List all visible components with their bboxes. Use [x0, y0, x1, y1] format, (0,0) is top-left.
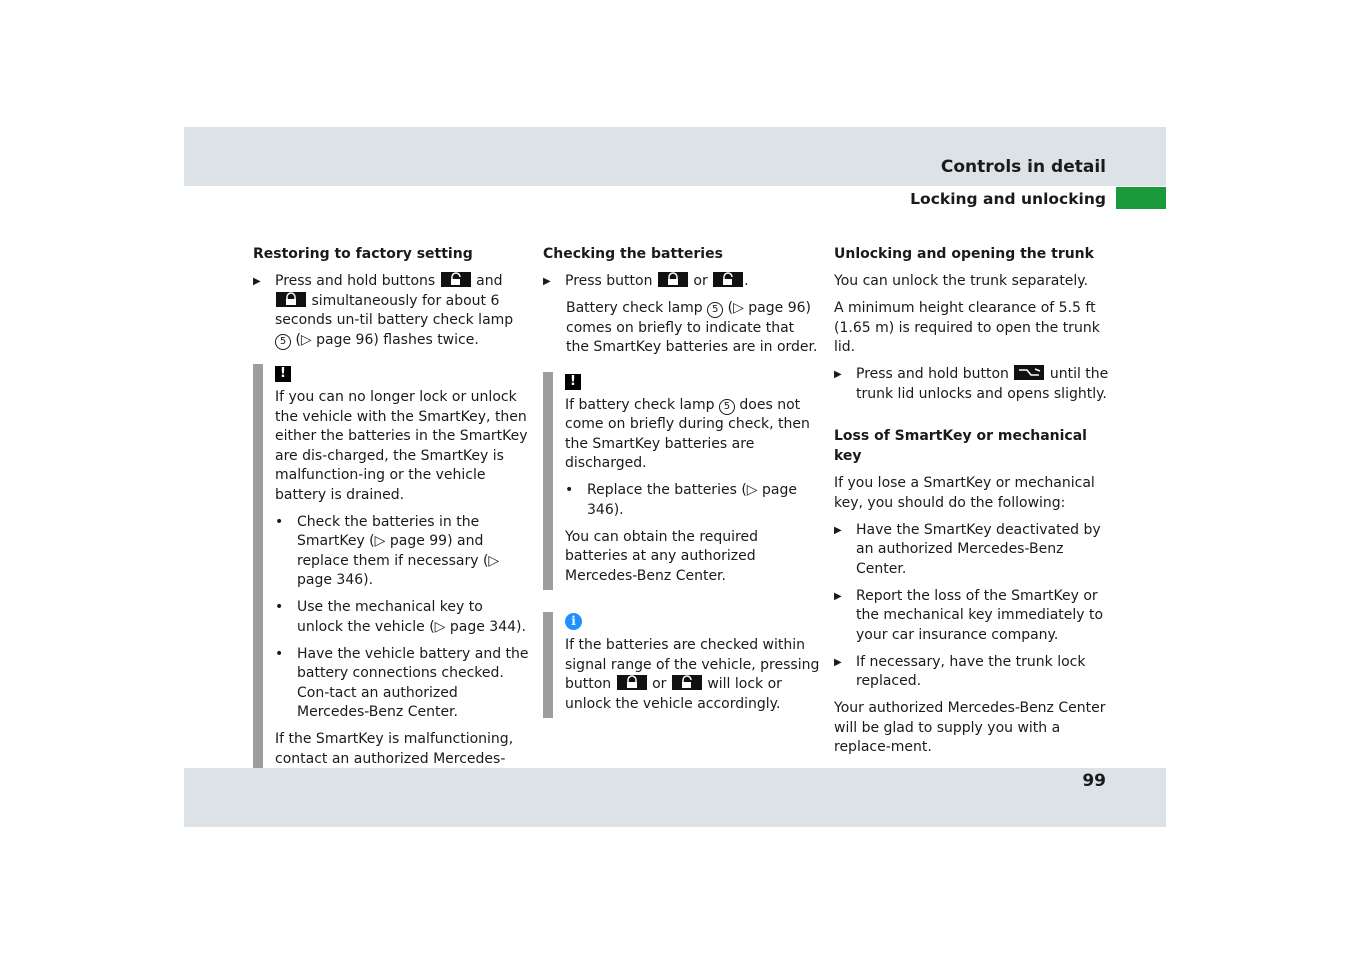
note-bar [543, 372, 553, 591]
lamp-number: 5 [719, 399, 735, 415]
step-trunk: ▶ Press and hold button until the trunk lid unlocks and opens slightly. [834, 366, 1109, 402]
warning-text: If battery check lamp 5 does not come on briefly during check, then the SmartKey batteries are discharged. [565, 396, 810, 471]
lock-key-icon [276, 292, 306, 307]
heading-restoring: Restoring to factory setting [253, 246, 473, 262]
trunk-text-2: A minimum height clearance of 5.5 ft (1.65 m) is required to open the trunk lid. [834, 300, 1100, 355]
trunk-text-1: You can unlock the trunk separately. [834, 273, 1089, 289]
page-number: 99 [1082, 771, 1106, 791]
info-note [543, 612, 821, 718]
warning-text: If you can no longer lock or unlock the vehicle with the SmartKey, then either the batteries in the SmartKey are dis-charged, the SmartKey is malfunction-ing or the vehicle battery is drained. [275, 389, 528, 503]
info-text: If the batteries are checked within signal range of the vehicle, pressing button or will lock or unlock the vehicle accordingly. [565, 637, 820, 712]
step-arrow-icon: ▶ [834, 656, 842, 668]
list-item: • Have the vehicle battery and the battery connections checked. Con-tact an authorized Mercedes-Benz Center. [275, 645, 529, 720]
heading-trunk: Unlocking and opening the trunk [834, 246, 1094, 262]
trunk-key-icon [1014, 365, 1044, 380]
step-arrow-icon: ▶ [543, 276, 551, 287]
warning-footer: You can obtain the required batteries at any authorized Mercedes-Benz Center. [565, 528, 758, 584]
column-batteries [543, 244, 821, 740]
footer-band [184, 768, 1166, 827]
note-bar [253, 364, 263, 793]
lock-key-icon [617, 675, 647, 690]
step-report: ▶ Report the loss of the SmartKey or the mechanical key immediately to your car insurance company. [834, 587, 1104, 643]
note-bar [543, 612, 553, 718]
unlock-key-icon [672, 675, 702, 690]
step-arrow-icon: ▶ [834, 524, 842, 536]
step-restore: ▶ Press and hold buttons and simultaneously for about 6 seconds un-til battery check lamp 5 (▷ page 96) flashes twice. [253, 273, 514, 348]
step-arrow-icon: ▶ [834, 369, 842, 380]
lamp-number: 5 [707, 302, 723, 318]
column-restoring [253, 244, 531, 815]
unlock-key-icon [713, 272, 743, 287]
list-item: • Use the mechanical key to unlock the vehicle (▷ page 344). [275, 599, 526, 635]
step-arrow-icon: ▶ [253, 276, 261, 287]
heading-loss: Loss of SmartKey or mechanical key [834, 428, 1087, 464]
section-tab-marker [1116, 187, 1166, 209]
warning-footer: If the SmartKey is malfunctioning, contact an authorized Mercedes- [275, 731, 514, 767]
step-deactivate: ▶ Have the SmartKey deactivated by an authorized Mercedes-Benz Center. [834, 521, 1101, 577]
replacement-text: Your authorized Mercedes-Benz Center will be glad to supply you with a replace-ment. [834, 700, 1106, 755]
list-item: • Check the batteries in the SmartKey (▷ page 99) and replace them if necessary (▷ page 346). [275, 513, 500, 588]
warning-icon: ! [275, 366, 291, 382]
lock-key-icon [658, 272, 688, 287]
chapter-title: Controls in detail [940, 157, 1106, 177]
info-icon: i [565, 613, 582, 630]
warning-note [543, 372, 821, 591]
step-arrow-icon: ▶ [834, 590, 842, 602]
warning-note [253, 364, 531, 793]
list-item: • Replace the batteries (▷ page 346). [565, 482, 797, 518]
step-press-button: ▶ Press button or . [543, 272, 821, 292]
battery-lamp-text: Battery check lamp 5 (▷ page 96) comes on briefly to indicate that the SmartKey batteries are in order. [566, 300, 818, 355]
section-title: Locking and unlocking [910, 190, 1106, 208]
loss-text: If you lose a SmartKey or mechanical key, you should do the following: [834, 475, 1095, 511]
step-replace-lock: ▶ If necessary, have the trunk lock replaced. [834, 653, 1086, 689]
heading-batteries: Checking the batteries [543, 246, 723, 262]
warning-icon: ! [565, 374, 581, 390]
column-trunk [834, 244, 1109, 765]
unlock-key-icon [441, 272, 471, 287]
lamp-number: 5 [275, 334, 291, 350]
